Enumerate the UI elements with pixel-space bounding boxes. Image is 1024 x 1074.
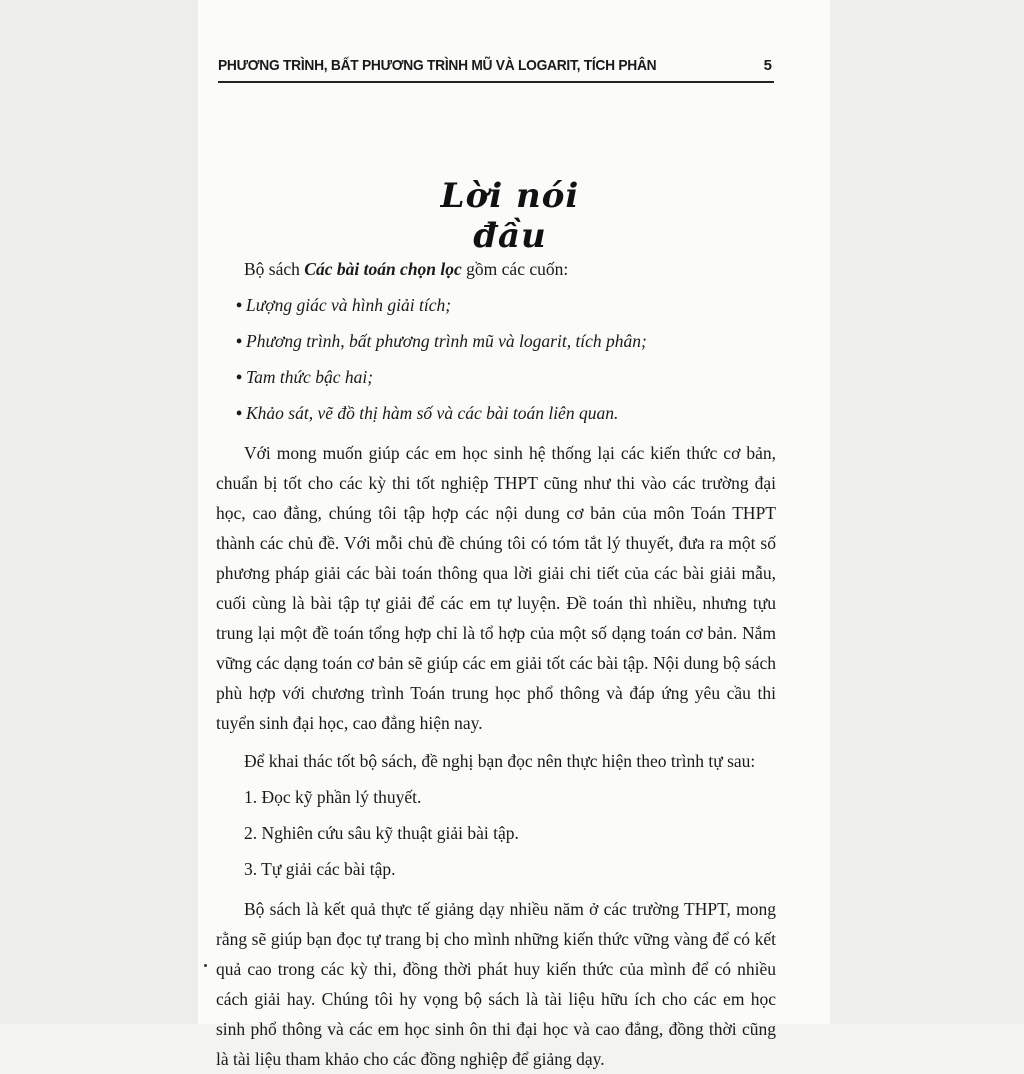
intro-suffix: gồm các cuốn: xyxy=(461,259,569,279)
page-number: 5 xyxy=(763,57,772,74)
paragraph-purpose: Với mong muốn giúp các em học sinh hệ thống lại các kiến thức cơ bản, chuẩn bị tốt cho các kỳ thi tốt nghiệp THPT cũng như thi vào các trường đại học, cao đẳng, chúng tôi tập hợp các nội dung cơ bản của môn Toán THPT thành các chủ đề. Với mỗi chủ đề chúng tôi có tóm tắt lý thuyết, đưa ra một số phương pháp giải các bài toán thông qua lời giải chi tiết của các bài giải mẫu, cuối cùng là bài tập tự giải để các em tự luyện. Đề toán thì nhiều, nhưng tựu trung lại một đề toán tổng hợp chỉ là tổ hợp của một số dạng toán cơ bản. Nắm vững các dạng toán cơ bản sẽ giúp các em giải tốt các bài tập. Nội dung bộ sách phù hợp với chương trình Toán trung học phổ thông và đáp ứng yêu cầu thi tuyển sinh đại học, cao đẳng hiện nay. xyxy=(216,443,776,733)
step-item: 3. Tự giải các bài tập. xyxy=(244,859,396,879)
book-list xyxy=(216,290,776,428)
print-speck xyxy=(204,964,207,967)
intro-prefix: Bộ sách xyxy=(244,259,305,279)
list-item: • Lượng giác và hình giải tích; xyxy=(246,290,776,320)
paragraph-conclusion: Bộ sách là kết quả thực tế giảng dạy nhiều năm ở các trường THPT, mong rằng sẽ giúp bạn đọc tự trang bị cho mình những kiến thức vững vàng để có kết quả cao trong các kỳ thi, đồng thời phát huy kiến thức của mình để có nhiều cách giải hay. Chúng tôi hy vọng bộ sách là tài liệu hữu ích cho các em học sinh phổ thông và các em học sinh ôn thi đại học và cao đẳng, đồng thời cũng là tài liệu tham khảo cho các đồng nghiệp để giảng dạy. xyxy=(216,899,776,1069)
running-header xyxy=(218,57,774,83)
running-title: PHƯƠNG TRÌNH, BẤT PHƯƠNG TRÌNH MŨ VÀ LOGARIT, TÍCH PHÂN xyxy=(218,57,657,74)
steps-list xyxy=(216,782,776,884)
page-margin-right xyxy=(830,0,1024,1024)
list-item: • Tam thức bậc hai; xyxy=(246,362,776,392)
step-item: 2. Nghiên cứu sâu kỹ thuật giải bài tập. xyxy=(244,823,519,843)
page-margin-left xyxy=(0,0,198,1024)
body-text xyxy=(216,254,776,1074)
step-item: 1. Đọc kỹ phần lý thuyết. xyxy=(244,787,422,807)
intro-line xyxy=(244,254,776,284)
chapter-title: Lời nói đầu xyxy=(440,176,580,256)
paragraph-usage: Để khai thác tốt bộ sách, đề nghị bạn đọc nên thực hiện theo trình tự sau: xyxy=(244,751,756,771)
list-item: • Phương trình, bất phương trình mũ và logarit, tích phân; xyxy=(246,326,776,356)
series-name: Các bài toán chọn lọc xyxy=(304,259,462,279)
list-item: • Khảo sát, vẽ đồ thị hàm số và các bài toán liên quan. xyxy=(246,398,776,428)
